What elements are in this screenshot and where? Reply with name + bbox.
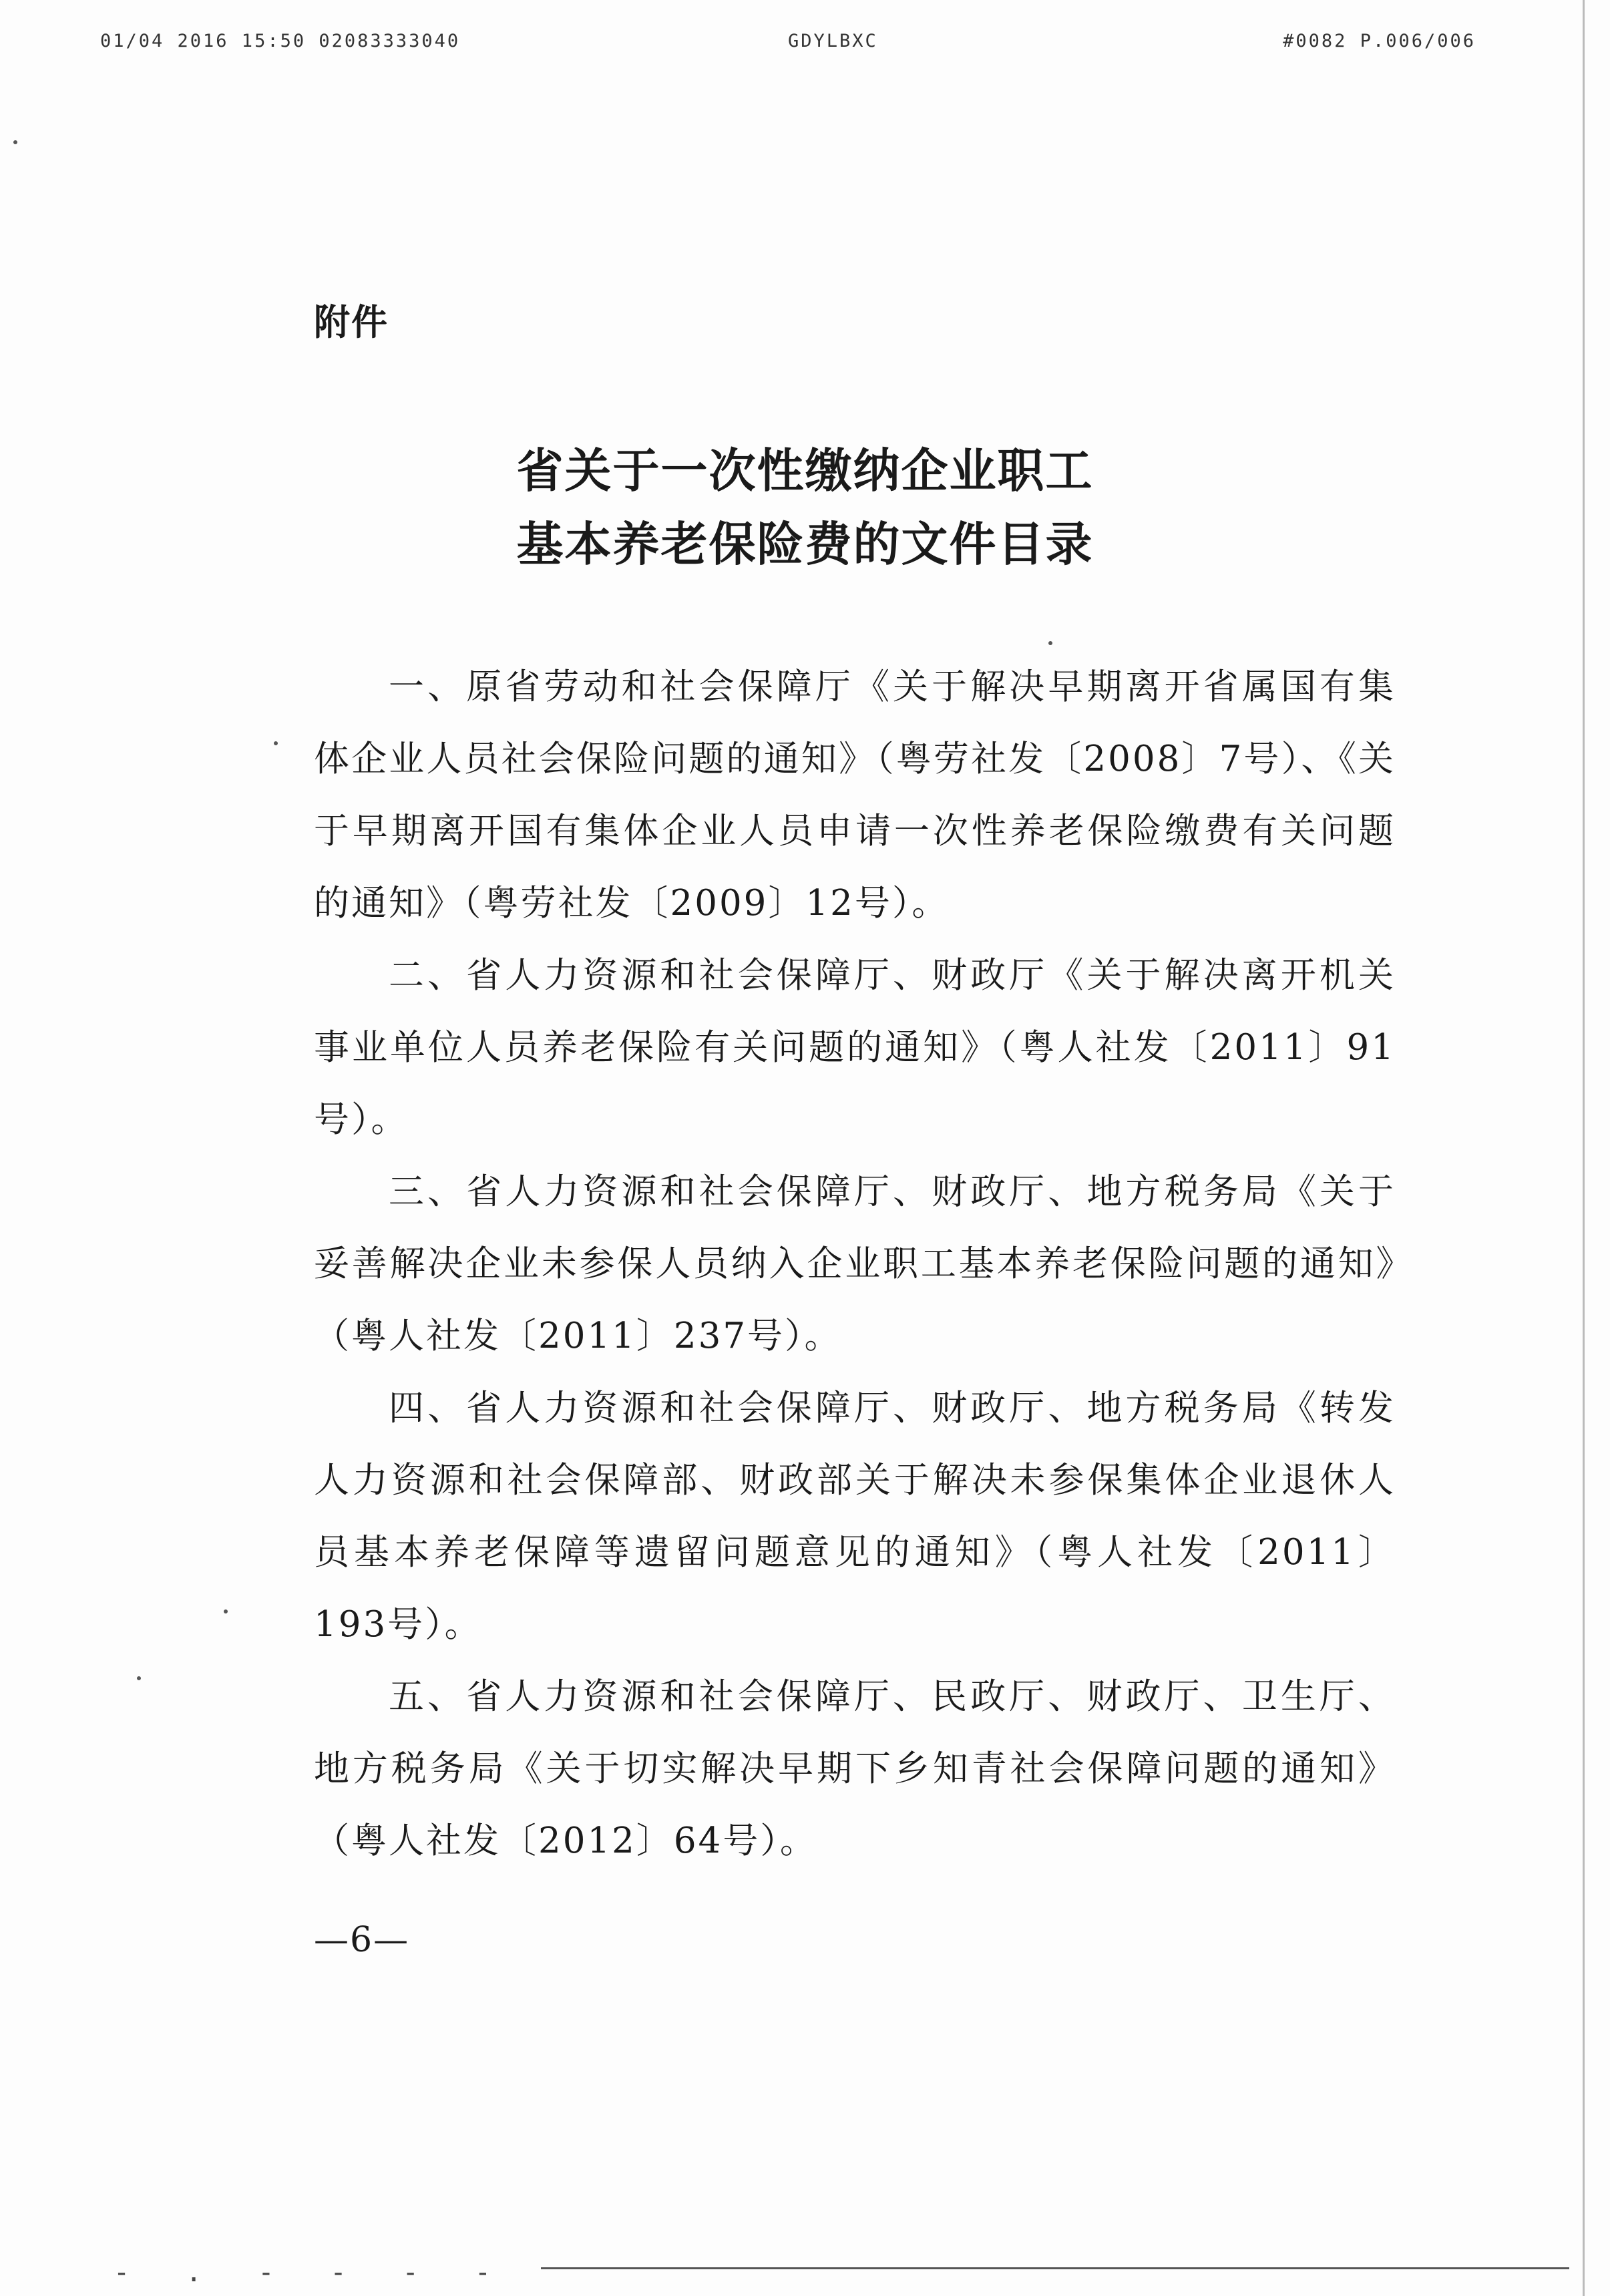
list-item-5: 五、省人力资源和社会保障厅、民政厅、财政厅、卫生厅、地方税务局《关于切实解决早期下乡知青社会保障问题的通知》（粤人社发〔2012〕64号）。 <box>314 1676 1396 1861</box>
fax-header-datetime: 01/04 2016 15:50 02083333040 <box>100 31 461 51</box>
scan-speck <box>13 140 17 144</box>
fax-header-page: #0082 P.006/006 <box>1283 31 1476 51</box>
list-item-2: 二、省人力资源和社会保障厅、财政厅《关于解决离开机关事业单位人员养老保险有关问题的通知》（粤人社发〔2011〕91号）。 <box>314 955 1396 1140</box>
fax-header <box>100 31 1476 57</box>
document-body <box>314 651 1396 1877</box>
scan-speck <box>224 1609 228 1613</box>
scan-edge-line <box>1583 0 1585 2296</box>
fax-header-sender: GDYLBXC <box>788 31 878 51</box>
list-item-3: 三、省人力资源和社会保障厅、财政厅、地方税务局《关于妥善解决企业未参保人员纳入企业职工基本养老保险问题的通知》（粤人社发〔2011〕237号）。 <box>314 1171 1396 1356</box>
document-title <box>0 434 1610 581</box>
attachment-label: 附件 <box>314 301 389 343</box>
list-item-1: 一、原省劳动和社会保障厅《关于解决早期离开省属国有集体企业人员社会保险问题的通知》（粤劳社发〔2008〕7号）、《关于早期离开国有集体企业人员申请一次性养老保险缴费有关问题的通知》（粤劳社发〔2009〕12号）。 <box>314 666 1396 924</box>
bottom-dashes-decoration: - . - - - - <box>114 2257 511 2288</box>
scan-speck <box>274 741 278 745</box>
document-title-line-2: 基本养老保险费的文件目录 <box>516 517 1094 572</box>
scan-speck <box>1048 641 1052 645</box>
scan-speck <box>137 1676 141 1680</box>
page-number: —6— <box>314 1920 410 1960</box>
document-title-line-1: 省关于一次性缴纳企业职工 <box>516 443 1094 498</box>
bottom-rule <box>541 2267 1569 2269</box>
list-item-4: 四、省人力资源和社会保障厅、财政厅、地方税务局《转发人力资源和社会保障部、财政部关于解决未参保集体企业退休人员基本养老保障等遗留问题意见的通知》（粤人社发〔2011〕193号）。 <box>314 1388 1396 1645</box>
